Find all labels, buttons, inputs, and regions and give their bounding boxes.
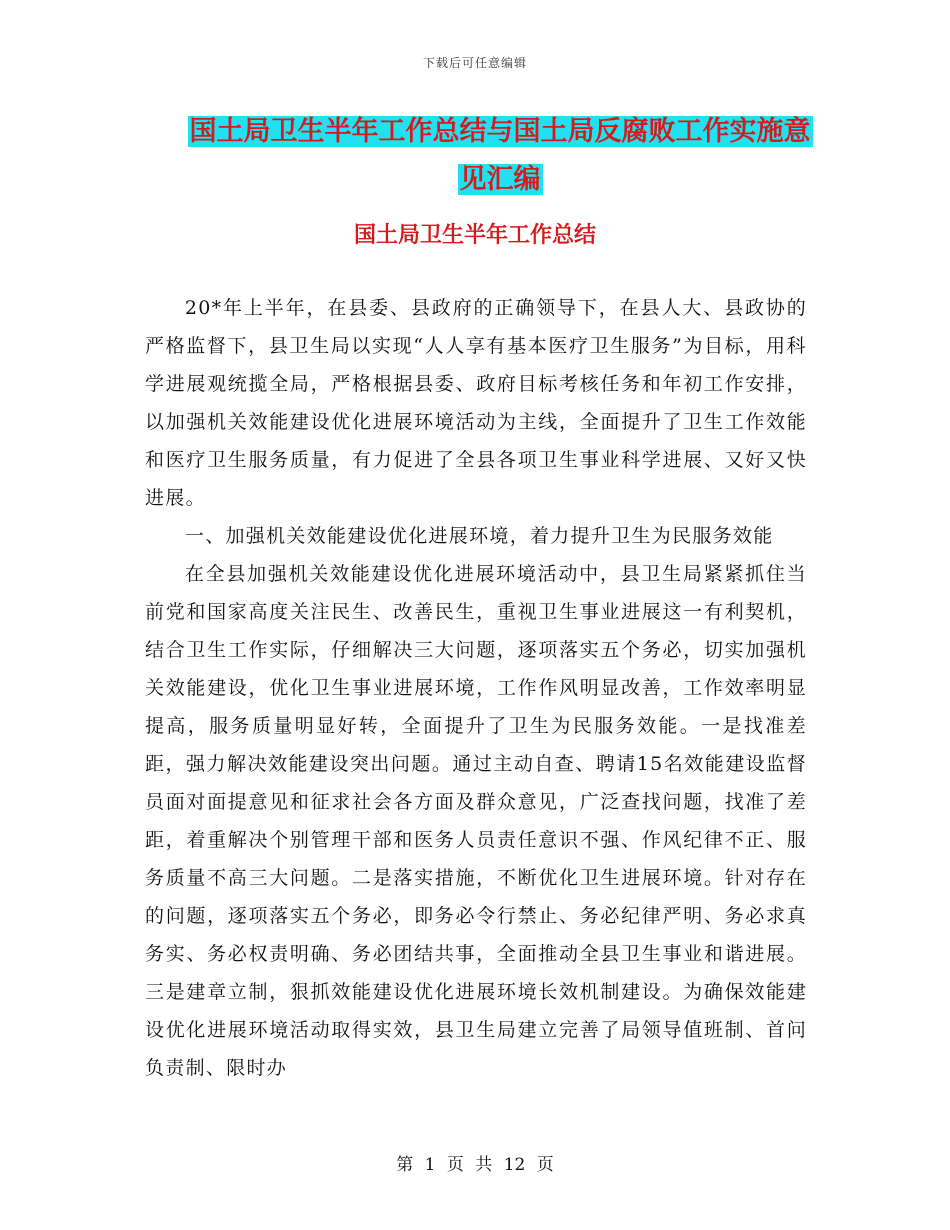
document-title-line-1: 国土局卫生半年工作总结与国土局反腐败工作实施意 [189,116,811,147]
section-title: 国土局卫生半年工作总结 [353,223,596,248]
header-note: 下载后可任意编辑 [422,56,527,70]
paragraph-intro: 20*年上半年，在县委、县政府的正确领导下，在县人大、县政协的严格监督下，县卫生局以实现“人人享有基本医疗卫生服务”为目标，用科学进展观统揽全局，严格根据县委、政府目标考核任务和年初工作安排，以加强机关效能建设优化进展环境活动为主线，全面提升了卫生工作效能和医疗卫生服务质量，有力促进了全县各项卫生事业科学进展、又好又快进展。 [145,297,807,509]
paragraph-body-1: 在全县加强机关效能建设优化进展环境活动中，县卫生局紧紧抓住当前党和国家高度关注民生、改善民生，重视卫生事业进展这一有利契机，结合卫生工作实际，仔细解决三大问题，逐项落实五个务必，切实加强机关效能建设，优化卫生事业进展环境，工作作风明显改善，工作效率明显提高，服务质量明显好转，全面提升了卫生为民服务效能。一是找准差距，强力解决效能建设突出问题。通过主动自查、聘请15名效能建设监督员面对面提意见和征求社会各方面及群众意见，广泛查找问题，找准了差距，着重解决个别管理干部和医务人员责任意识不强、作风纪律不正、服务质量不高三大问题。二是落实措施，不断优化卫生进展环境。针对存在的问题，逐项落实五个务必，即务必令行禁止、务必纪律严明、务必求真务实、务必权责明确、务必团结共事，全面推动全县卫生事业和谐进展。三是建章立制，狠抓效能建设优化进展环境长效机制建设。为确保效能建设优化进展环境活动取得实效，县卫生局建立完善了局领导值班制、首问负责制、限时办 [145,563,807,1079]
document-title-line-2: 见汇编 [459,164,541,195]
document-title [120,108,880,204]
page-number: 第 1 页 共 12 页 [396,1155,554,1175]
paragraph-heading-1: 一、加强机关效能建设优化进展环境，着力提升卫生为民服务效能 [184,525,774,547]
body-text [145,289,807,1087]
